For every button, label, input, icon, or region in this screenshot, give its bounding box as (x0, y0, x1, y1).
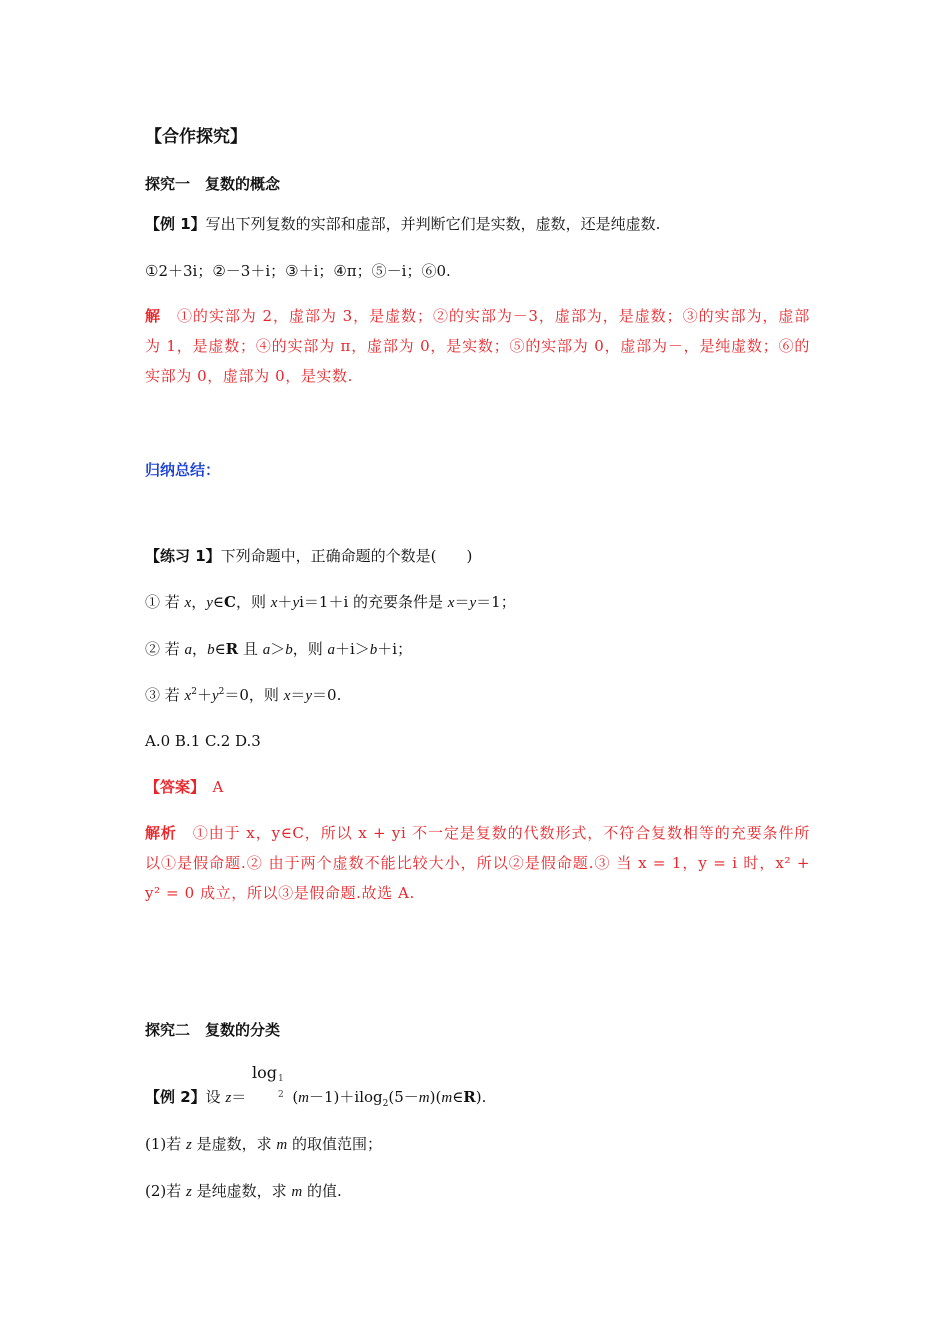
summary-label: 归纳总结： (145, 461, 221, 479)
explore2-title: 探究二 复数的分类 (145, 1021, 281, 1039)
example2-question-2: (2)若 z 是纯虚数，求 m 的值. (145, 1182, 342, 1200)
practice1-analysis (145, 818, 810, 908)
example1-solution (145, 301, 810, 391)
practice1-options: A.0 B.1 C.2 D.3 (145, 732, 261, 750)
answer-value: A (212, 778, 224, 796)
example1-label: 【例 1】 (145, 215, 206, 233)
practice1-proposition-3: ③ 若 $x^2+y^2=0$，则 x＝y＝0. (145, 686, 342, 704)
answer-label: 【答案】 (145, 778, 198, 796)
practice1-proposition-2: ② 若 a，b∈R 且 a＞b，则 a＋i＞b＋i； (145, 640, 413, 658)
solution-text: ①的实部为 2，虚部为 3，是虚数；②的实部为－3，虚部为，是虚数；③的实部为，虚部为 1，是虚数；④的实部为 π，虚部为 0，是实数；⑤的实部为 0，虚部为－，是纯虚数；⑥的实部为 0，虚部为 0，是实数. (145, 307, 810, 385)
practice1-answer (145, 777, 223, 797)
example1-items: ①2＋3i；②－3＋i；③＋i；④π；⑤－i；⑥0. (145, 262, 451, 280)
example2-question: 【例 2】设 z＝ (m－1)＋ilog$_2$(5－m)(m∈R). (145, 1088, 487, 1109)
explore1-title: 探究一 复数的概念 (145, 175, 281, 193)
log-base-half: log (252, 1063, 277, 1082)
practice1-proposition-1: ① 若 x，y∈C，则 x＋yi＝1＋i 的充要条件是 x＝y＝1； (145, 593, 516, 611)
practice1-label: 【练习 1】 (145, 547, 221, 565)
log-base-numerator: 1 (278, 1074, 284, 1084)
solution-label: 解 (145, 307, 161, 325)
practice1-question (145, 546, 472, 566)
analysis-label: 解析 (145, 824, 177, 842)
practice1-text: 下列命题中，正确命题的个数是( ) (220, 547, 473, 565)
example2-question-1: (1)若 z 是虚数，求 m 的取值范围； (145, 1135, 383, 1153)
analysis-text: ①由于 x，y∈C，所以 x + yi 不一定是复数的代数形式，不符合复数相等的充要条件所以①是假命题.② 由于两个虚数不能比较大小，所以②是假命题.③ 当 x = 1，y = i 时，x² + y² = 0 成立，所以③是假命题.故选 A. (145, 824, 810, 902)
section-title: 【合作探究】 (145, 127, 247, 147)
example1-text: 写出下列复数的实部和虚部，并判断它们是实数，虚数，还是纯虚数. (205, 215, 661, 233)
log-base-denominator: 2 (278, 1090, 284, 1100)
example1-question (145, 214, 660, 234)
